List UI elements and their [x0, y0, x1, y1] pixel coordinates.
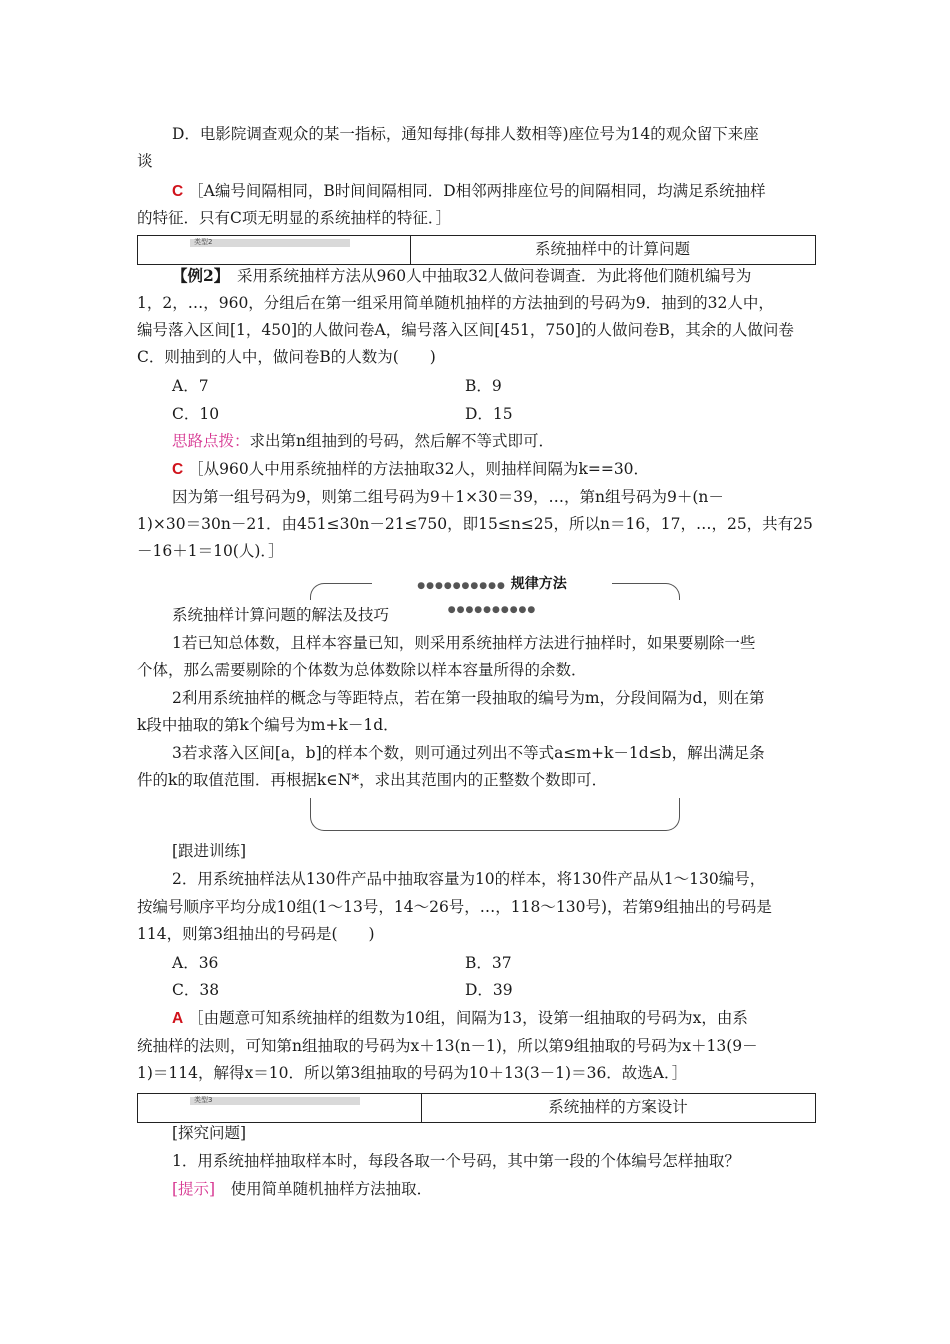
example-answer-letter: C: [172, 461, 184, 478]
practice-answer-line3: 1)＝114，解得x＝10．所以第3组抽取的号码为10＋13(3－1)＝36．故选A．］: [137, 1064, 688, 1082]
method-item2-line2: k段中抽取的第k个编号为m+k－1d．: [137, 716, 399, 734]
category-tag-label: 类型2: [194, 238, 213, 246]
method-dots-right: ●●●●●●●●●●: [447, 605, 537, 615]
category3-tag-cell: [138, 1094, 422, 1122]
hint-line: [172, 428, 554, 455]
option-d: D．15: [465, 405, 513, 423]
category-title: 系统抽样中的计算问题: [534, 240, 690, 258]
explore-tip-label: [提示]: [172, 1180, 216, 1198]
example-line2: 1，2，…，960，分组后在第一组采用简单随机抽样的方法抽到的号码为9．抽到的32人中，: [137, 294, 774, 312]
answer-letter: C: [172, 183, 184, 200]
example-answer-line1: [172, 456, 649, 483]
option-b: B．9: [465, 377, 502, 395]
practice-q-line2: 按编号顺序平均分成10组(1～13号，14～26号，…，118～130号)，若第9组抽出的号码是: [137, 898, 772, 916]
practice-header: [跟进训练]: [172, 842, 247, 860]
practice-option-d: D．39: [465, 981, 513, 999]
method-title: 系统抽样计算问题的解法及技巧: [172, 606, 390, 624]
method-item3-line1: 3若求落入区间[a，b]的样本个数，则可通过列出不等式a≤m+k－1d≤b，解出满足条: [172, 744, 765, 762]
hint-label: 思路点拨：: [172, 432, 250, 450]
example-answer-line4: －16＋1＝10(人)．］: [137, 542, 284, 560]
example-line3: 编号落入区间[1，450]的人做问卷A，编号落入区间[451，750]的人做问卷B，其余的人做问卷: [137, 321, 794, 339]
answer-block: [172, 178, 766, 205]
practice-answer-line1: [172, 1005, 748, 1032]
method-heading-text: 规律方法: [510, 576, 567, 592]
practice-option-b: B．37: [465, 954, 512, 972]
practice-answer-line2: 统抽样的法则，可知第n组抽取的号码为x＋13(n－1)，所以第9组抽取的号码为x＋13(9－: [137, 1037, 758, 1055]
category-banner-2: [137, 235, 816, 265]
option-a: A．7: [172, 377, 209, 395]
answer-text: ［A编号间隔相同，B时间间隔相同．D相邻两排座位号的间隔相同，均满足系统抽样: [188, 182, 766, 200]
category3-title: 系统抽样的方案设计: [548, 1098, 688, 1116]
example-label: 【例2】: [172, 266, 222, 285]
practice-answer-text1: ［由题意可知系统抽样的组数为10组，间隔为13，设第一组抽取的号码为x，由系: [188, 1009, 748, 1027]
method-item1-line1: 1若已知总体数，且样本容量已知，则采用系统抽样方法进行抽样时，如果要剔除一些: [172, 634, 756, 652]
explore-tip-text: 使用简单随机抽样方法抽取．: [215, 1180, 433, 1198]
practice-q-line1: 2．用系统抽样法从130件产品中抽取容量为10的样本，将130件产品从1～130编号，: [172, 870, 766, 888]
practice-option-c: C．38: [172, 981, 220, 999]
example-text1: 采用系统抽样方法从960人中抽取32人做问卷调查．为此将他们随机编号为: [221, 267, 752, 285]
category3-tag-label: 类型3: [194, 1096, 213, 1104]
example-answer-text1: ［从960人中用系统抽样的方法抽取32人，则抽样间隔为k==30．: [188, 460, 650, 478]
category-banner-3: [137, 1093, 816, 1123]
method-item3-line2: 件的k的取值范围．再根据k∈N*，求出其范围内的正整数个数即可．: [137, 771, 608, 789]
option-d-line2: 谈: [137, 152, 153, 170]
answer-line2: 的特征．只有C项无明显的系统抽样的特征．］: [137, 209, 452, 227]
practice-option-a: A．36: [172, 954, 219, 972]
practice-answer-letter: A: [172, 1010, 184, 1027]
method-box-bottom: [310, 798, 680, 831]
category3-tag-bar: [190, 1097, 360, 1105]
example-answer-line3: 1)×30＝30n－21．由451≤30n－21≤750，即15≤n≤25，所以n＝16，17，…，25，共有25: [137, 515, 813, 533]
explore-header: [探究问题]: [172, 1124, 247, 1142]
option-d-line1: D．电影院调查观众的某一指标，通知每排(每排人数相等)座位号为14的观众留下来座: [172, 125, 759, 143]
hint-text: 求出第n组抽到的号码，然后解不等式即可．: [249, 432, 554, 450]
explore-tip: [172, 1176, 432, 1203]
practice-q-line3: 114，则第3组抽出的号码是( ): [137, 925, 375, 943]
method-item2-line1: 2利用系统抽样的概念与等距特点，若在第一段抽取的编号为m，分段间隔为d，则在第: [172, 689, 765, 707]
example-answer-line2: 因为第一组号码为9，则第二组号码为9＋1×30＝39，…，第n组号码为9＋(n－: [172, 488, 724, 506]
method-dots-left: ●●●●●●●●●●: [417, 581, 506, 591]
category-tag-bar: [190, 239, 350, 247]
example-line4: C．则抽到的人中，做问卷B的人数为( ): [137, 348, 436, 366]
category-tag-cell: [138, 236, 411, 264]
method-box-heading: [372, 573, 612, 615]
option-c: C．10: [172, 405, 220, 423]
explore-question1: 1．用系统抽样抽取样本时，每段各取一个号码，其中第一段的个体编号怎样抽取？: [172, 1152, 740, 1170]
method-item1-line2: 个体，那么需要剔除的个体数为总体数除以样本容量所得的余数．: [137, 661, 587, 679]
example-line1: [172, 262, 751, 290]
